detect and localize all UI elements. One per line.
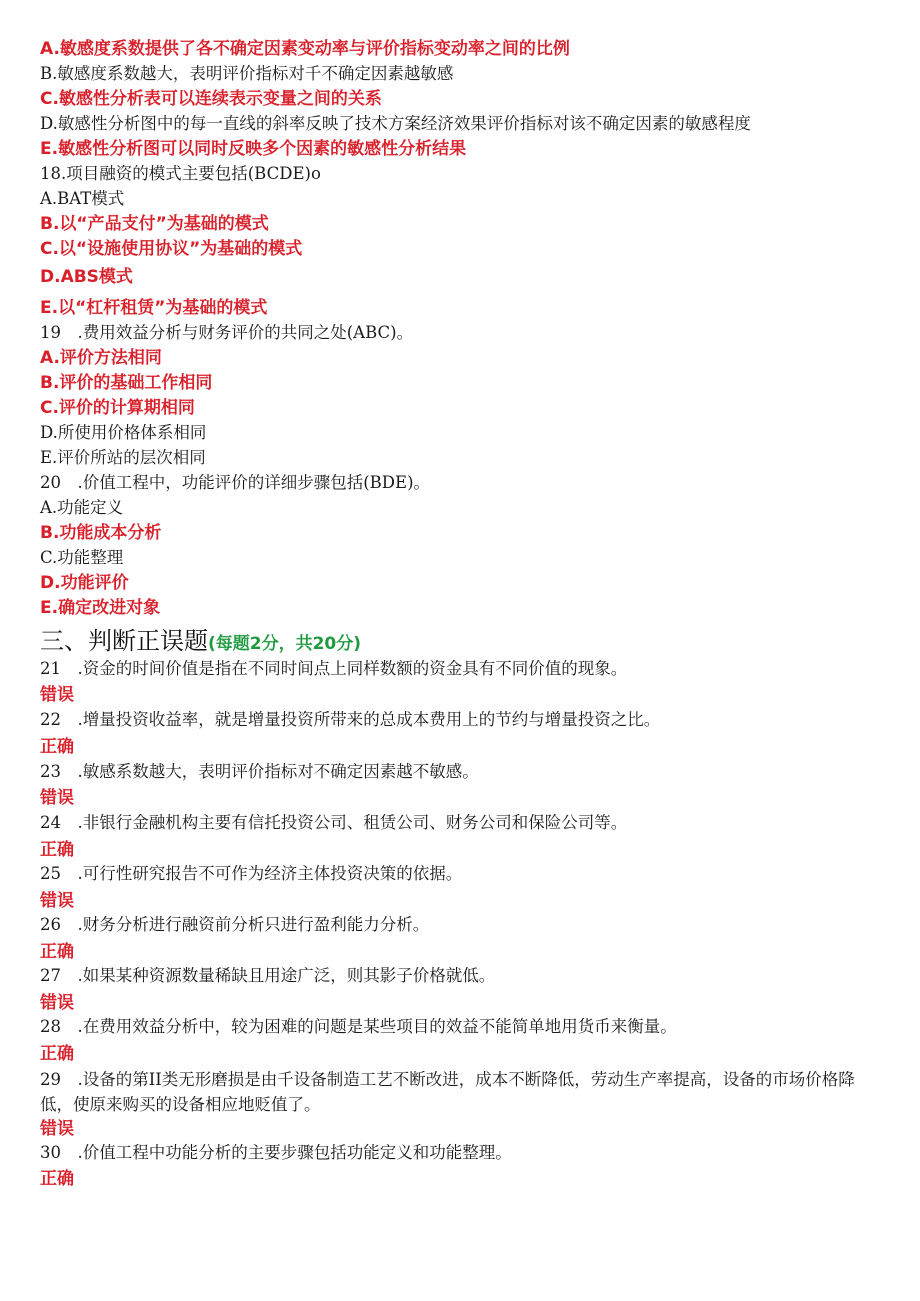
q19-option-d: D.所使用价格体系相同 [40, 423, 207, 442]
q18-option-d: D.ABS模式 [40, 267, 133, 287]
q18-option-e: E.以“杠杆租赁”为基础的模式 [40, 298, 268, 318]
judgment-27-answer: 错误 [40, 993, 74, 1013]
q19-option-a: A.评价方法相同 [40, 348, 162, 368]
judgment-30-question: 30 .价值工程中功能分析的主要步骤包括功能定义和功能整理。 [40, 1143, 512, 1162]
q19-option-e: E.评价所站的层次相同 [40, 448, 206, 467]
section-title: 三、判断正误题 [40, 627, 208, 655]
q18-option-c: C.以“设施使用协议”为基础的模式 [40, 239, 303, 259]
judgment-28-answer: 正确 [40, 1044, 74, 1064]
q17-option-c: C.敏感性分析表可以连续表示变量之间的关系 [40, 89, 382, 109]
q19-option-c: C.评价的计算期相同 [40, 398, 195, 418]
q18-option-a: A.BAT模式 [40, 189, 125, 208]
q20-option-d: D.功能评价 [40, 573, 129, 593]
q20-option-b: B.功能成本分析 [40, 523, 162, 543]
judgment-21-answer: 错误 [40, 685, 74, 705]
judgment-25-question: 25 .可行性研究报告不可作为经济主体投资决策的依据。 [40, 864, 463, 883]
q20-option-a: A.功能定义 [40, 498, 124, 517]
judgment-30-answer: 正确 [40, 1169, 74, 1189]
judgment-28-question: 28 .在费用效益分析中，较为困难的问题是某些项目的效益不能简单地用货币来衡量。 [40, 1017, 677, 1036]
q20-option-c: C.功能整理 [40, 548, 124, 567]
judgment-21-question: 21 .资金的时间价值是指在不同时间点上同样数额的资金具有不同价值的现象。 [40, 659, 628, 678]
judgment-23-answer: 错误 [40, 788, 74, 808]
judgment-26-question: 26 .财务分析进行融资前分析只进行盈利能力分析。 [40, 915, 430, 934]
section-score-note: (每题2分，共20分) [208, 634, 362, 654]
section-heading [40, 626, 361, 659]
judgment-24-answer: 正确 [40, 840, 74, 860]
judgment-29-answer: 错误 [40, 1119, 74, 1139]
q20-option-e: E.确定改进对象 [40, 598, 161, 618]
judgment-29-question: 29 .设备的第II类无形磨损是由千设备制造工艺不断改进，成本不断降低，劳动生产率提高，设备的市场价格降低，使原来购买的设备相应地贬值了。 [40, 1070, 855, 1114]
q17-option-d: D.敏感性分析图中的每一直线的斜率反映了技术方案经济效果评价指标对该不确定因素的敏感程度 [40, 114, 751, 133]
q17-option-a: A.敏感度系数提供了各不确定因素变动率与评价指标变动率之间的比例 [40, 39, 570, 59]
judgment-22-answer: 正确 [40, 737, 74, 757]
judgment-24-question: 24 .非银行金融机构主要有信托投资公司、租赁公司、财务公司和保险公司等。 [40, 813, 628, 832]
q20-stem: 20 .价值工程中，功能评价的详细步骤包括(BDE)。 [40, 473, 431, 492]
q19-option-b: B.评价的基础工作相同 [40, 373, 213, 393]
judgment-23-question: 23 .敏感系数越大，表明评价指标对不确定因素越不敏感。 [40, 762, 479, 781]
q17-option-b: B.敏感度系数越大，表明评价指标对千不确定因素越敏感 [40, 64, 454, 83]
judgment-26-answer: 正确 [40, 942, 74, 962]
q18-stem: 18.项目融资的模式主要包括(BCDE)o [40, 164, 321, 183]
judgment-22-question: 22 .增量投资收益率，就是增量投资所带来的总成本费用上的节约与增量投资之比。 [40, 710, 661, 729]
q17-option-e: E.敏感性分析图可以同时反映多个因素的敏感性分析结果 [40, 139, 467, 159]
judgment-25-answer: 错误 [40, 891, 74, 911]
judgment-27-question: 27 .如果某种资源数量稀缺且用途广泛，则其影子价格就低。 [40, 966, 496, 985]
q19-stem: 19 .费用效益分析与财务评价的共同之处(ABC)。 [40, 323, 414, 342]
q18-option-b: B.以“产品支付”为基础的模式 [40, 214, 269, 234]
